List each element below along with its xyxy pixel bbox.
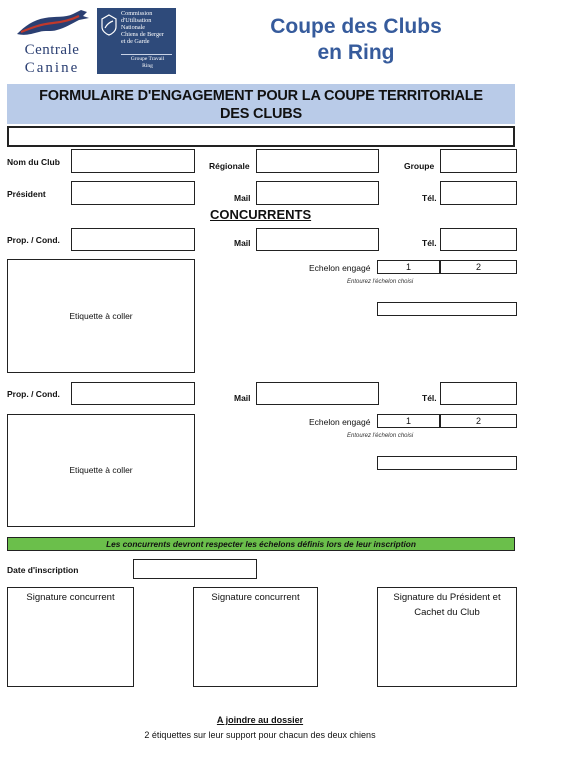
nom-club-label: Nom du Club xyxy=(7,157,60,167)
title-line-2: en Ring xyxy=(317,41,395,64)
date-inscription-field[interactable] xyxy=(133,559,257,579)
president-field[interactable] xyxy=(71,181,195,205)
commission-group-line-2: Ring xyxy=(142,62,153,69)
groupe-field[interactable] xyxy=(440,149,517,173)
mail-label-2: Mail xyxy=(234,393,251,403)
signature-president-line-1: Signature du Président et xyxy=(393,592,501,603)
banner-line-2: DES CLUBS xyxy=(220,106,302,122)
etiquette-text-2: Etiquette à coller xyxy=(69,465,133,475)
canine-text: Canine xyxy=(24,60,80,76)
club-tel-label: Tél. xyxy=(422,193,437,203)
banner-line-1: FORMULAIRE D'ENGAGEMENT POUR LA COUPE TERRITORIALE xyxy=(39,88,483,104)
footer-text: 2 étiquettes sur leur support pour chacun des deux chiens xyxy=(144,730,376,740)
commission-line-4: Chiens de Berger xyxy=(121,31,164,38)
prop-cond-label-1: Prop. / Cond. xyxy=(7,235,60,245)
echelon-choice-field-1[interactable] xyxy=(377,302,517,316)
commission-divider xyxy=(121,54,172,55)
commission-group xyxy=(121,56,174,69)
echelon-1-option-1-text: 1 xyxy=(405,262,411,272)
groupe-label: Groupe xyxy=(404,161,435,171)
signature-president-line-2: Cachet du Club xyxy=(414,607,480,618)
etiquette-text-1: Etiquette à coller xyxy=(69,311,133,321)
echelon-choice-field-2[interactable] xyxy=(377,456,517,470)
tel-field-2[interactable] xyxy=(440,382,517,405)
echelon-1-option-2-text: 2 xyxy=(475,262,481,272)
running-dog-icon xyxy=(15,8,91,38)
commission-line-3: Nationale xyxy=(121,24,146,31)
regionale-label: Régionale xyxy=(209,161,250,171)
date-inscription-label: Date d'inscription xyxy=(7,565,79,575)
commission-group-line-1: Groupe Travail xyxy=(130,56,165,62)
etiquette-box-1[interactable] xyxy=(7,259,195,373)
entourez-note-2: Entourez l'échelon choisi xyxy=(347,433,414,439)
centrale-canine-logo xyxy=(11,8,93,76)
mail-label-1: Mail xyxy=(234,238,251,248)
club-mail-field[interactable] xyxy=(256,181,379,205)
prop-cond-field-2[interactable] xyxy=(71,382,195,405)
page-title xyxy=(240,14,472,66)
signature-box-president[interactable] xyxy=(377,587,517,687)
regionale-field[interactable] xyxy=(256,149,379,173)
club-mail-label: Mail xyxy=(234,193,251,203)
echelon-1-option-1[interactable] xyxy=(377,260,440,274)
signature-label-1: Signature concurrent xyxy=(26,592,115,603)
commission-emblem-icon xyxy=(100,14,118,36)
club-tel-field[interactable] xyxy=(440,181,517,205)
tel-label-1: Tél. xyxy=(422,238,437,248)
president-label: Président xyxy=(7,189,46,199)
signature-box-1[interactable] xyxy=(7,587,134,687)
prop-cond-field-1[interactable] xyxy=(71,228,195,251)
notice-bar: Les concurrents devront respecter les échelons définis lors de leur inscription xyxy=(7,537,515,551)
tel-label-2: Tél. xyxy=(422,393,437,403)
entourez-note-1: Entourez l'échelon choisi xyxy=(347,279,414,285)
centrale-text: Centrale xyxy=(24,42,80,58)
prop-cond-label-2: Prop. / Cond. xyxy=(7,389,60,399)
signature-label-president xyxy=(378,590,516,620)
concurrents-heading: CONCURRENTS xyxy=(210,207,312,222)
footer-title: A joindre au dossier xyxy=(216,715,304,725)
commission-line-1: Commission xyxy=(121,10,153,17)
header-input-bar[interactable] xyxy=(7,126,515,147)
commission-line-2: d'Utilisation xyxy=(121,17,152,24)
echelon-2-option-1[interactable] xyxy=(377,414,440,428)
tel-field-1[interactable] xyxy=(440,228,517,251)
nom-club-field[interactable] xyxy=(71,149,195,173)
title-line-1: Coupe des Clubs xyxy=(270,15,442,38)
echelon-1-option-2[interactable] xyxy=(440,260,517,274)
echelon-2-option-2-text: 2 xyxy=(475,416,481,426)
echelon-2-option-2[interactable] xyxy=(440,414,517,428)
signature-box-2[interactable] xyxy=(193,587,318,687)
signature-label-2: Signature concurrent xyxy=(211,592,300,603)
echelon-label-1: Echelon engagé xyxy=(309,263,371,273)
commission-line-5: et de Garde xyxy=(121,38,150,45)
mail-field-1[interactable] xyxy=(256,228,379,251)
etiquette-box-2[interactable] xyxy=(7,414,195,527)
commission-logo xyxy=(97,8,176,74)
mail-field-2[interactable] xyxy=(256,382,379,405)
echelon-2-option-1-text: 1 xyxy=(405,416,411,426)
form-banner xyxy=(7,84,515,124)
echelon-label-2: Echelon engagé xyxy=(309,417,371,427)
